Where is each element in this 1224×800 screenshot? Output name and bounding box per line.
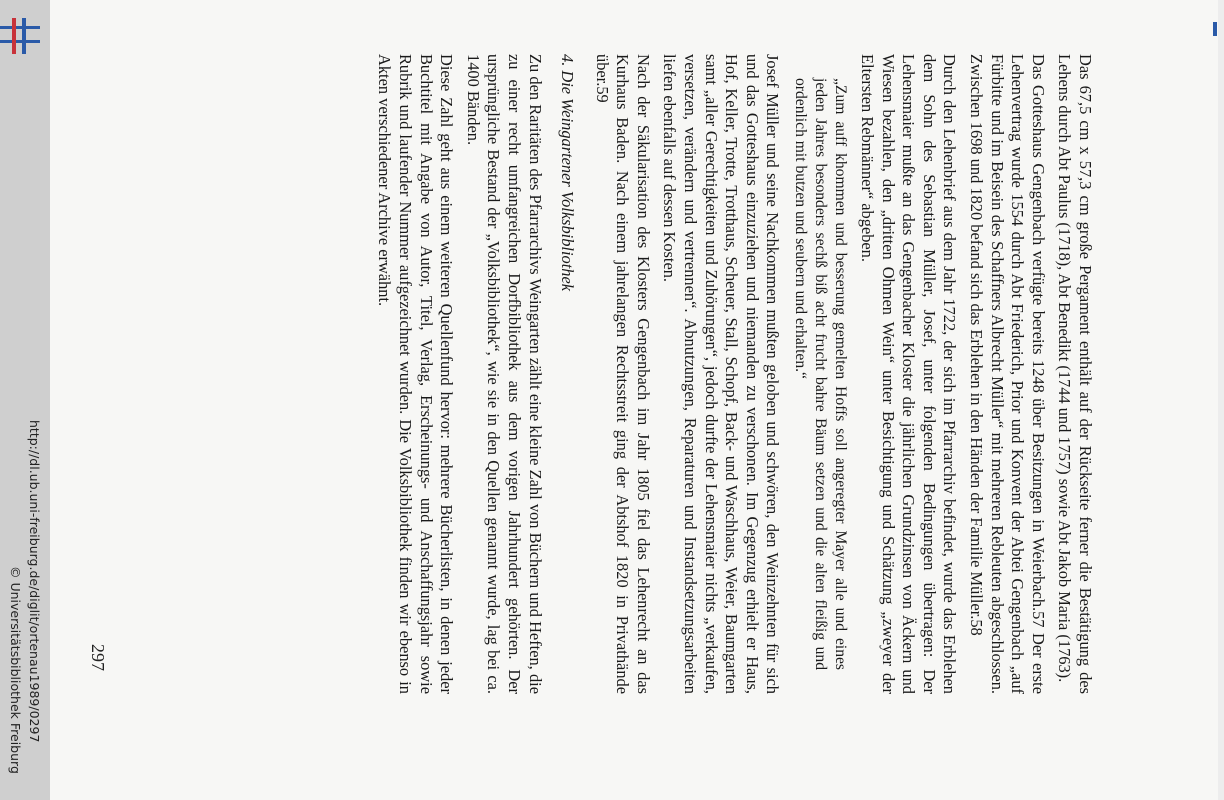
left-margin-strip	[0, 0, 50, 800]
page-number: 297	[88, 644, 108, 671]
edge-marker	[1213, 22, 1217, 36]
block-quote: „Zum auff khommen und besserung gemelten Hoffs soll angeregter Mayer alle und eines jeden Jahres besonders sechß biß acht frucht bahre Bäum setzen und die alten fleißig und ordenlich mit butzen und seubern und erhalten.“	[792, 78, 850, 670]
paragraph: Durch den Lehenbrief aus dem Jahr 1722, der sich im Pfarrarchiv befindet, wurde das Erblehen dem Sohn des Sebastian Müller, Josef, unter folgenden Bedingungen übertragen: Der Lehensmaier mußte an das Gengenbacher Kloster die jährlichen Grundzinsen von Äckern und Wiesen bezahlen, den „dritten Ohmen Wein“ unter Besichtigung und Schätzung „zweyer der Eltersten Rebmänner“ abgeben.	[858, 54, 960, 694]
paragraph: Josef Müller und seine Nachkommen mußten geloben und schwören, den Weinzehnten für sich und das Gotteshaus einzuziehen und niemanden zu verschonen. Im Gegenzug erhielt er Haus, Hof, Keller, Trotte, Trotthaus, Scheuer, Stall, Schopf, Back- und Waschhaus, Weier, Baumgarten samt „aller Gerechtigkeiten und Zuhörungen“, jedoch durfte der Lehensmaier nichts „verkaufen, versetzen, verändern und vertrennen“. Abnutzungen, Reparaturen und Instandsetzungsarbeiten liefen ebenfalls auf dessen Kosten.	[660, 54, 783, 694]
paragraph: Nach der Säkularisation des Klosters Gengenbach im Jahr 1805 fiel das Lehenrecht an das Kurhaus Baden. Nach einem jahrelangen Rechtsstreit ging der Abtshof 1820 in Privathände über.59	[592, 54, 653, 694]
section-heading: 4. Die Weingartener Volksbibliothek	[558, 54, 578, 292]
page-text-block	[145, 54, 1095, 694]
source-url[interactable]: http://dl.ub.uni-freiburg.de/diglit/ortenau1989/0297	[27, 420, 42, 743]
paragraph: Das 67,5 cm x 57,3 cm große Pergament enthält auf der Rückseite ferner die Bestätigung des Lehens durch Abt Paulus (1718), Abt Benedikt (1744 und 1757) sowie Abt Jakob Maria (1763).	[1055, 54, 1095, 694]
paragraph: Diese Zahl geht aus einem weiteren Quellenfund hervor: mehrere Bücherlisten, in denen jeder Buchtitel mit Angabe von Autor, Titel, Verlag, Erscheinungs- und Anschaffungsjahr sowie Rubrik und laufender Nummer aufgezeichnet wurden. Die Volksbibliothek finden wir ebenso in Akten verschiedener Archive erwähnt.	[375, 54, 457, 694]
page-edge	[1218, 0, 1224, 800]
copyright-notice: © Universitätsbibliothek Freiburg	[8, 566, 23, 774]
paragraph: Zu den Raritäten des Pfarrarchivs Weingarten zählt eine kleine Zahl von Büchern und Heften, die zu einer recht umfangreichen Dorfbibliothek aus dem vorigen Jahrhundert gehörten. Der ursprüngliche Bestand der „Volksbibliothek“, wie sie in den Quellen genannt wurde, lag bei ca. 1400 Bänden.	[463, 54, 545, 694]
library-logo-icon	[0, 18, 40, 54]
paragraph: Das Gotteshaus Gengenbach verfügte bereits 1248 über Besitzungen in Weierbach.57 Der erste Lehenvertrag wurde 1554 durch Abt Friederich, Prior und Konvent der Abtei Gengenbach „auf Fürbitte und im Beisein des Schaffners Albrecht Müller“ mit mehreren Rebleuten abgeschlossen. Zwischen 1698 und 1820 befand sich das Erblehen in den Händen der Familie Müller.58	[967, 54, 1048, 694]
